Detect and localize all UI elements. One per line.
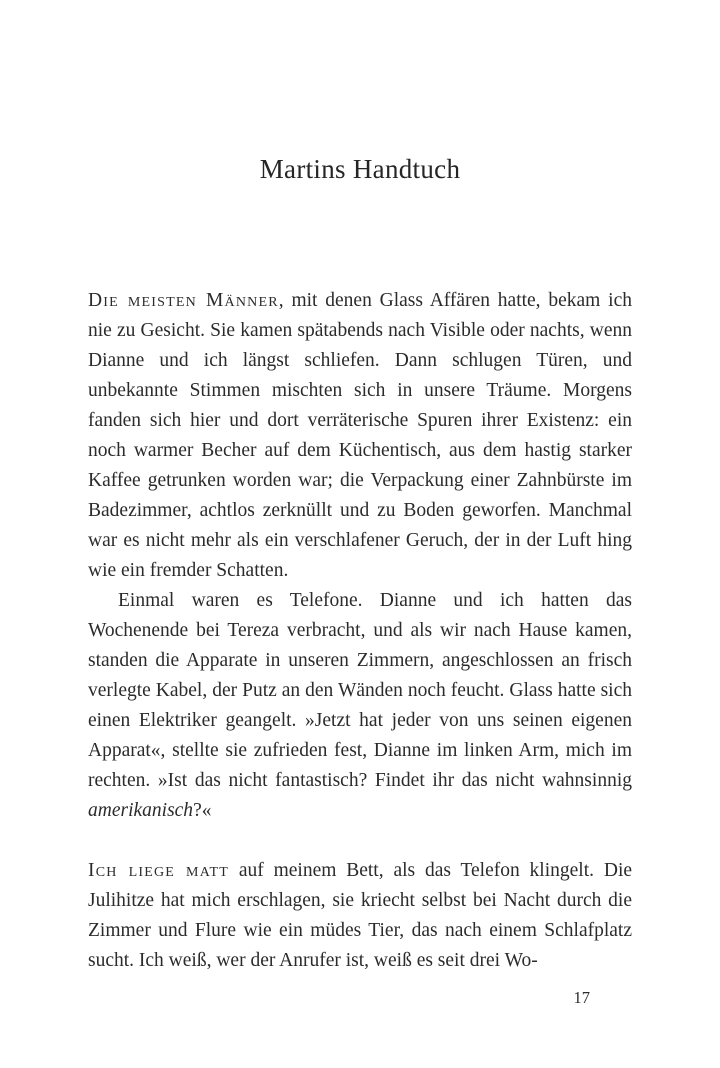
paragraph <box>88 586 632 826</box>
chapter-title: Martins Handtuch <box>259 154 461 185</box>
paragraph <box>88 286 632 586</box>
paragraph <box>88 856 632 976</box>
paragraph-opening-smallcaps: Ich liege matt <box>88 860 229 881</box>
paragraph-text: auf meinem Bett, als das Telefon klingelt. Die Julihitze hat mich erschlagen, sie kriecht selbst bei Nacht durch die Zimmer und Flure wie ein müdes Tier, das nach einem Schlafplatz sucht. Ich weiß, wer der Anrufer ist, weiß es seit drei Wo- <box>88 860 633 971</box>
body-text <box>88 286 632 976</box>
paragraph-text: , mit denen Glass Affären hatte, bekam ich nie zu Gesicht. Sie kamen spätabends nach Visible oder nachts, wenn Dianne und ich längst schliefen. Dann schlugen Türen, und unbekannte Stimmen mischten sich in unsere Träume. Morgens fanden sich hier und dort verräterische Spuren ihrer Existenz: ein noch warmer Becher auf dem Küchentisch, aus dem hastig starker Kaffee getrunken worden war; die Verpackung einer Zahnbürste im Badezimmer, achtlos zerknüllt und zu Boden geworfen. Manchmal war es nicht mehr als ein verschlafener Geruch, der in der Luft hing wie ein fremder Schatten. <box>88 290 632 581</box>
paragraph-text: Einmal waren es Telefone. Dianne und ich hatten das Wochenende bei Tereza verbracht, und als wir nach Hause kamen, standen die Apparate in unseren Zimmern, angeschlossen an frisch verlegte Kabel, der Putz an den Wänden noch feucht. Glass hatte sich einen Elektriker geangelt. »Jetzt hat jeder von uns seinen eigenen Apparat«, stellte sie zufrieden fest, Dianne im linken Arm, mich im rechten. »Ist das nicht fantastisch? Findet ihr das nicht wahnsinnig <box>88 590 632 791</box>
paragraph-italic-text: amerikanisch <box>88 800 194 821</box>
page-number: 17 <box>573 988 590 1007</box>
paragraph-text: ?« <box>193 800 212 821</box>
paragraph-opening-smallcaps: Die meisten Männer <box>88 290 279 311</box>
